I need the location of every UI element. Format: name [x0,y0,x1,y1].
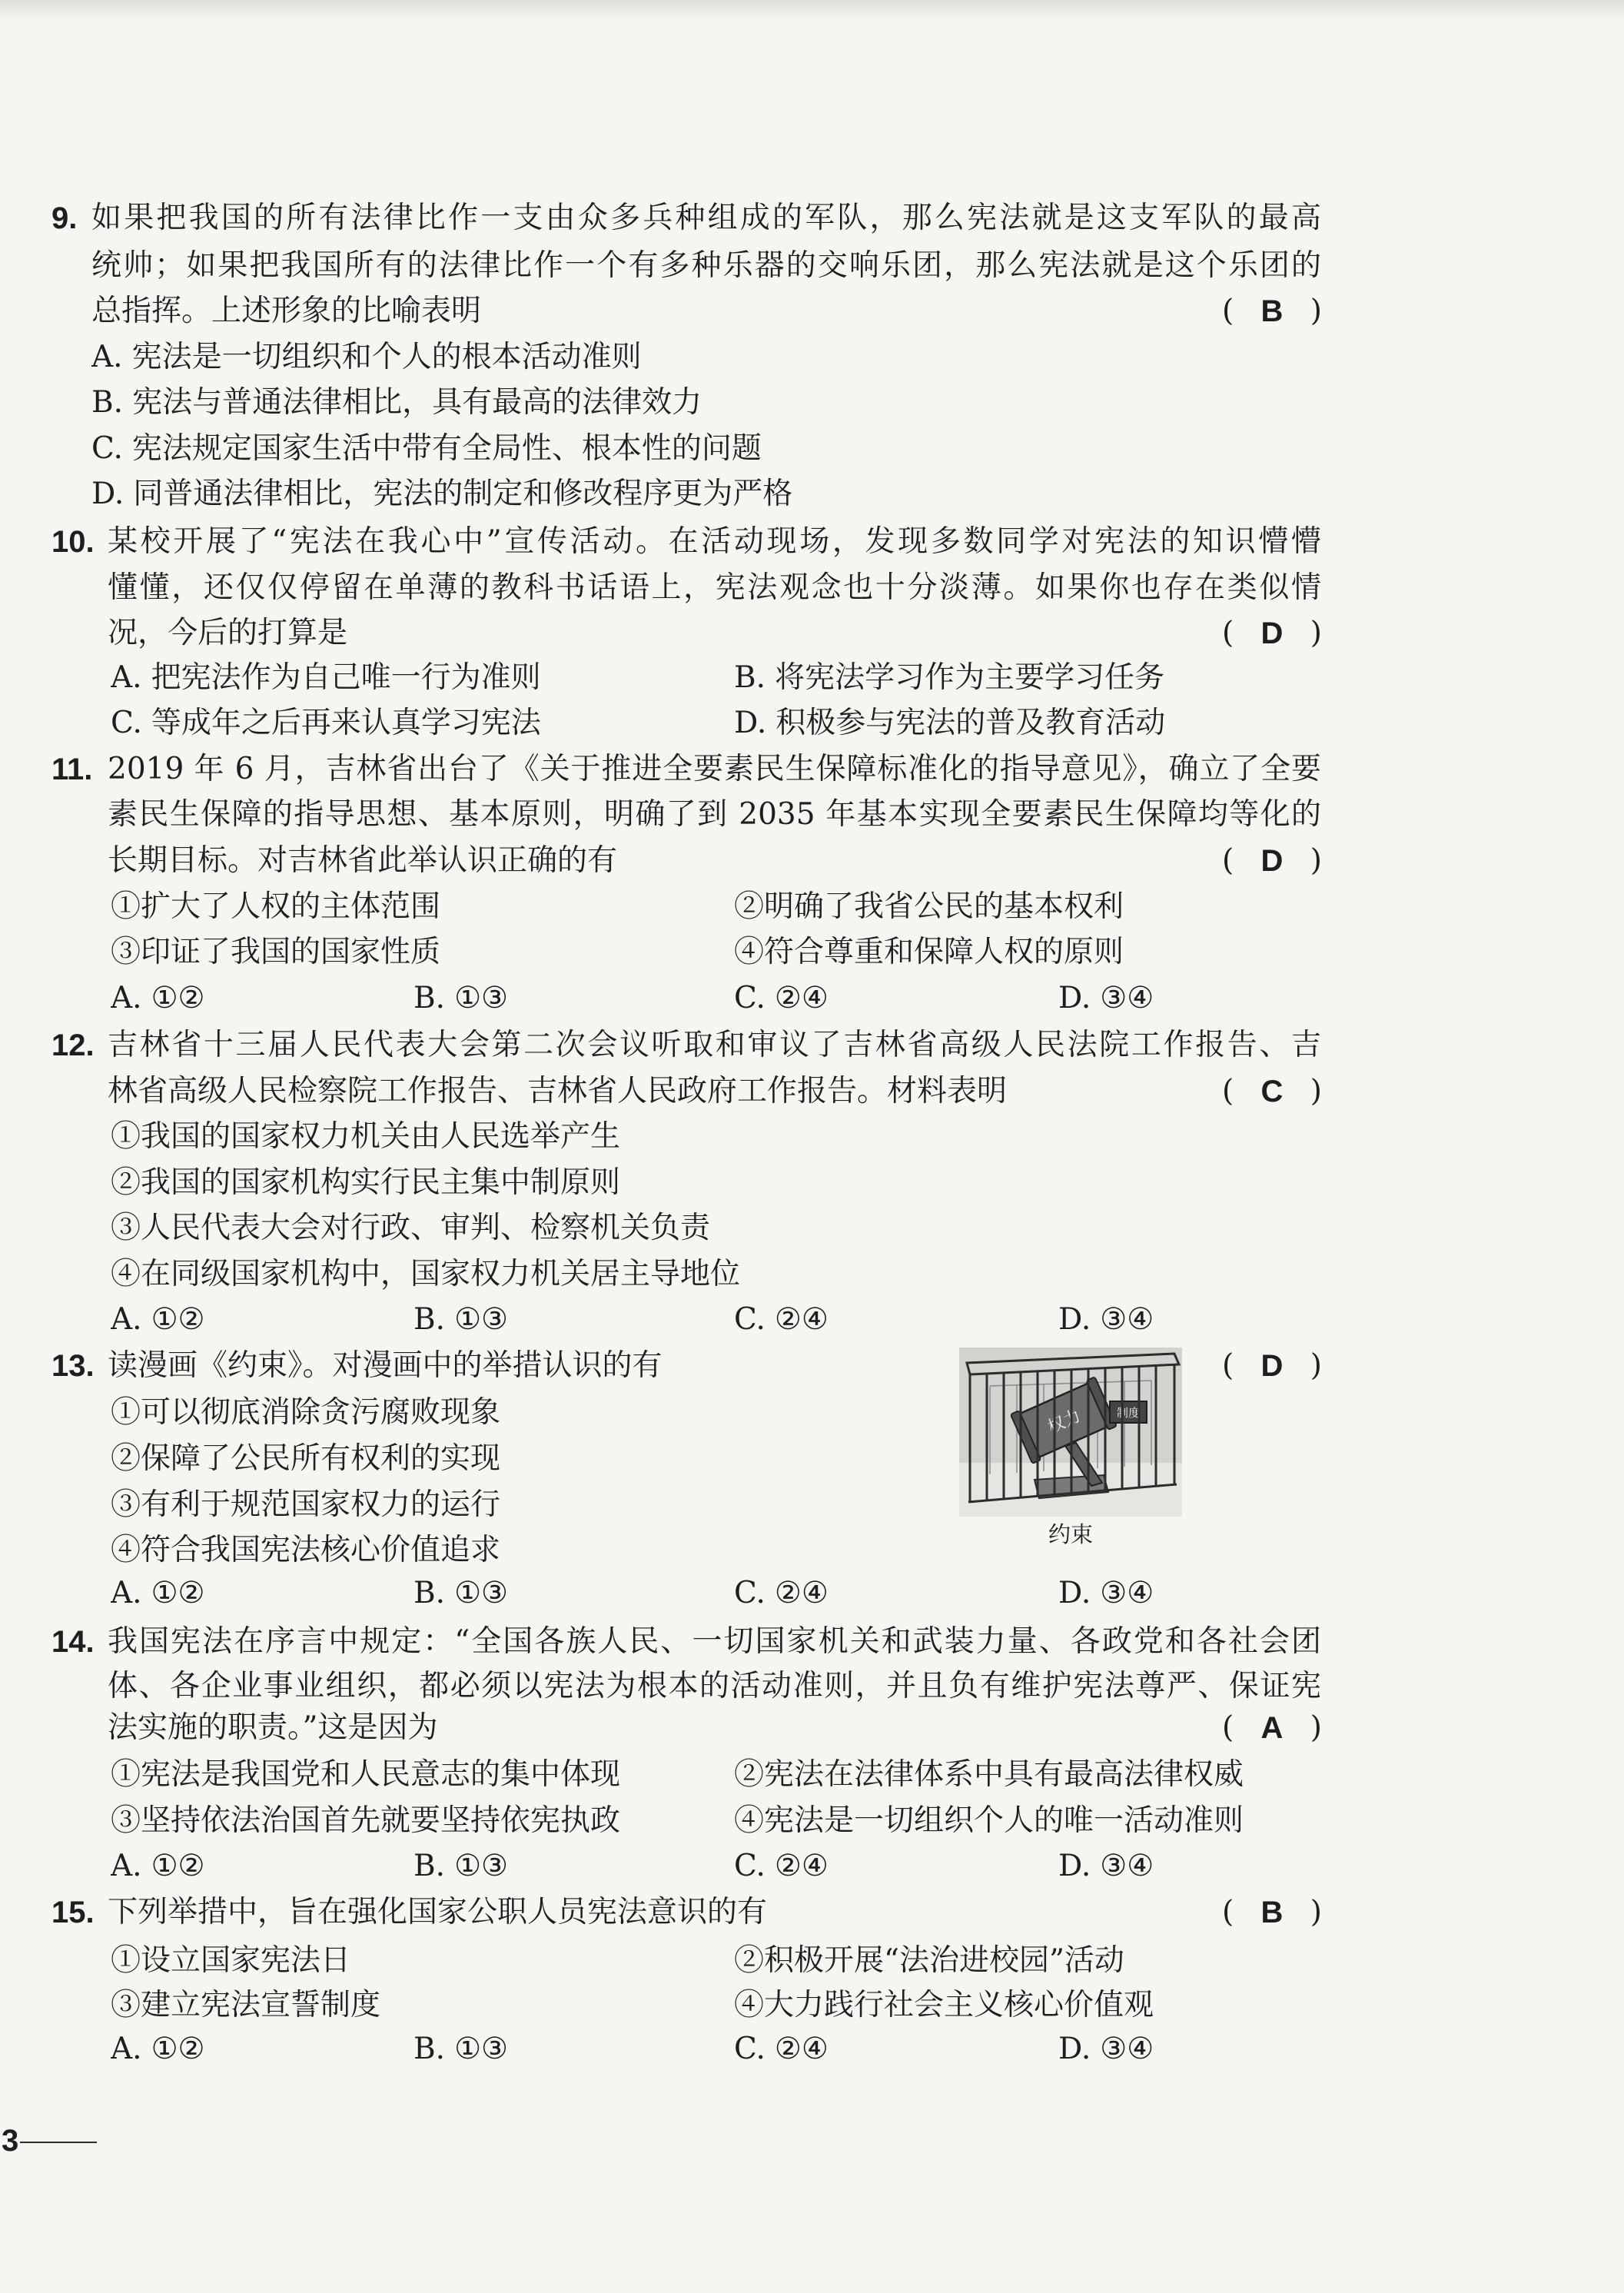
choice-label: A. [111,1302,142,1337]
choice-a [111,975,205,1022]
statement-text: 符合尊重和保障人权的原则 [764,935,1124,969]
statement-3 [111,1482,500,1528]
option-label: C. [111,706,142,740]
choice-text: ③④ [1100,2032,1154,2066]
option-label: A. [91,340,123,374]
choice-label: C. [734,2032,766,2066]
choice-c [734,1297,829,1343]
choice-b [413,975,508,1022]
choice-label: D. [1058,1576,1091,1610]
choice-label: A. [111,2032,142,2066]
statement-text: 宪法在法律体系中具有最高法律权威 [764,1757,1244,1792]
statement-2 [734,1752,1244,1798]
choice-d [1058,2026,1154,2072]
question-stem-line: 如果把我国的所有法律比作一支由众多兵种组成的军队，那么宪法就是这支军队的最高 [91,201,1321,235]
question-number: 9. [51,201,78,235]
cartoon-caption: 约束 [1048,1521,1093,1547]
choice-text: ①③ [454,1576,508,1610]
option-label: A. [111,660,142,695]
statement-label: ① [111,889,141,924]
statement-text: 扩大了人权的主体范围 [141,889,441,924]
choice-d [1058,1570,1154,1617]
statement-label: ② [734,1757,765,1792]
statement-text: 明确了我省公民的基本权利 [764,889,1124,924]
choice-text: ①② [151,1302,205,1337]
statement-4 [734,929,1124,975]
question-number: 15. [51,1896,95,1929]
option-text: 把宪法作为自己唯一行为准则 [151,660,541,695]
choice-text: ①③ [454,1302,508,1337]
option-text: 同普通法律相比，宪法的制定和修改程序更为严格 [133,477,793,511]
cartoon-image [959,1348,1182,1517]
statement-label: ② [734,1943,765,1978]
choice-label: D. [1058,981,1091,1015]
statement-1 [111,1114,620,1160]
choice-label: D. [1058,1849,1091,1883]
option-b [91,380,702,426]
statement-text: 宪法是我国党和人民意志的集中体现 [141,1757,621,1792]
statement-text: 符合我国宪法核心价值追求 [141,1533,501,1567]
statement-label: ① [111,1395,141,1430]
bracket-open: ( [1222,1710,1234,1745]
choice-label: C. [734,1576,766,1610]
answer-bracket [1222,1068,1322,1115]
statement-label: ① [111,1943,141,1978]
statement-label: ② [111,1441,141,1476]
sign [1110,1401,1147,1423]
answer-bracket [1222,610,1322,656]
choice-text: ①③ [454,1849,508,1883]
sign-label: 制度 [1116,1406,1141,1420]
bracket-close: ) [1310,294,1322,328]
statement-1 [111,884,440,930]
statement-2 [111,1160,620,1206]
answer-bracket [1222,288,1322,334]
statement-text: 在同级国家机构中，国家权力机关居主导地位 [141,1257,741,1291]
question-stem-line: 长期目标。对吉林省此举认识正确的有 [108,843,618,878]
choice-text: ③④ [1100,1302,1154,1337]
statement-label: ③ [111,1211,141,1245]
option-text: 宪法与普通法律相比，具有最高的法律效力 [132,385,702,420]
question-stem-line: 法实施的职责。”这是因为 [108,1710,438,1745]
choice-a [111,1297,205,1343]
choice-a [111,1843,205,1889]
answer-letter: D [1260,616,1284,650]
answer-letter: D [1260,1349,1284,1383]
answer-letter: C [1260,1075,1284,1108]
choice-a [111,2026,205,2072]
answer-letter: D [1260,844,1284,878]
question-stem-line: 2019 年 6 月，吉林省出台了《关于推进全要素民生保障标准化的指导意见》，确立了全要 [108,752,1321,786]
question-stem-line: 吉林省十三届人民代表大会第二次会议听取和审议了吉林省高级人民法院工作报告、吉 [108,1028,1321,1062]
statement-text: 积极开展“法治进校园”活动 [764,1943,1124,1978]
choice-label: B. [413,981,446,1015]
choice-label: B. [413,1576,446,1610]
statement-text: 大力践行社会主义核心价值观 [764,1988,1154,2022]
statement-1 [111,1390,500,1436]
choice-text: ②④ [774,1302,829,1337]
bracket-close: ) [1310,843,1322,878]
choice-d [1058,975,1154,1022]
page-number-rule [20,2142,97,2143]
statement-label: ② [111,1165,141,1200]
choice-label: A. [111,1849,142,1883]
option-text: 宪法是一切组织和个人的根本活动准则 [131,340,642,374]
question-number: 12. [51,1029,95,1062]
choice-text: ②④ [774,981,829,1015]
gavel-label: 权力 [1044,1406,1084,1438]
option-label: B. [734,660,766,695]
choice-label: A. [111,1576,142,1610]
statement-label: ④ [734,1803,765,1838]
bracket-open: ( [1222,1895,1234,1929]
statement-label: ③ [111,1487,141,1522]
scan-edge [0,0,1624,20]
option-label: B. [91,385,124,420]
choice-label: A. [111,981,142,1015]
statement-text: 坚持依法治国首先就要坚持依宪执政 [141,1803,621,1838]
choice-b [413,1843,508,1889]
question-stem-line: 我国宪法在序言中规定：“全国各族人民、一切国家机关和武装力量、各政党和各社会团 [108,1624,1321,1659]
statement-text: 建立宪法宣誓制度 [141,1988,381,2022]
choice-text: ①② [151,2032,205,2066]
option-label: D. [91,477,125,511]
choice-label: B. [413,1849,446,1883]
statement-label: ④ [111,1257,141,1291]
statement-3 [111,1205,710,1251]
option-text: 将宪法学习作为主要学习任务 [775,660,1165,695]
choice-c [734,1570,829,1617]
choice-c [734,975,829,1022]
question-stem-line: 体、各企业事业组织，都必须以宪法为根本的活动准则，并且负有维护宪法尊严、保证宪 [108,1669,1321,1703]
choice-text: ②④ [774,1576,829,1610]
bracket-open: ( [1222,616,1234,650]
statement-text: 保障了公民所有权利的实现 [141,1441,501,1476]
option-c [91,426,762,472]
statement-label: ④ [111,1533,141,1567]
question-stem-line: 统帅；如果把我国所有的法律比作一个有多种乐器的交响乐团，那么宪法就是这个乐团的 [91,248,1321,283]
option-d [734,700,1165,746]
answer-bracket [1222,1705,1322,1751]
statement-3 [111,1798,620,1844]
statement-1 [111,1938,350,1984]
statement-2 [111,1436,500,1482]
choice-c [734,2026,829,2072]
option-label: C. [91,431,123,466]
bracket-open: ( [1222,1348,1234,1383]
option-b [734,655,1164,701]
choice-text: ③④ [1100,1576,1154,1610]
statement-text: 宪法是一切组织个人的唯一活动准则 [764,1803,1244,1838]
bracket-open: ( [1222,843,1234,878]
answer-bracket [1222,1889,1322,1936]
question-stem-line: 况，今后的打算是 [108,616,348,650]
choice-text: ②④ [774,2032,829,2066]
statement-label: ③ [111,1803,141,1838]
option-label: D. [734,706,767,740]
choice-label: B. [413,1302,446,1337]
statement-text: 我国的国家机构实行民主集中制原则 [141,1165,621,1200]
bracket-close: ) [1310,1074,1322,1108]
question-stem-line: 读漫画《约束》。对漫画中的举措认识的有 [108,1348,663,1383]
question-stem-line: 某校开展了“宪法在我心中”宣传活动。在活动现场，发现多数同学对宪法的知识懵懵 [108,524,1321,559]
answer-letter: B [1260,294,1284,328]
choice-text: ①② [151,1849,205,1883]
statement-3 [111,1982,380,2029]
bracket-close: ) [1310,1895,1322,1929]
question-stem-line: 林省高级人民检察院工作报告、吉林省人民政府工作报告。材料表明 [108,1074,1008,1108]
question-stem-line: 素民生保障的指导思想、基本原则，明确了到 2035 年基本实现全要素民生保障均等化的 [108,797,1321,832]
choice-text: ①② [151,1576,205,1610]
bracket-open: ( [1222,1074,1234,1108]
choice-label: C. [734,1849,766,1883]
question-stem-line: 总指挥。上述形象的比喻表明 [91,294,482,328]
choice-d [1058,1843,1154,1889]
option-a [111,655,541,701]
question-stem-line: 下列举措中，旨在强化国家公职人员宪法意识的有 [108,1895,768,1929]
page-number: 3 [2,2124,19,2158]
statement-text: 设立国家宪法日 [141,1943,351,1978]
choice-text: ③④ [1100,1849,1154,1883]
statement-label: ④ [734,935,765,969]
choice-a [111,1570,205,1617]
statement-label: ① [111,1757,141,1792]
statement-4 [111,1251,740,1298]
question-stem-line: 懂懂，还仅仅停留在单薄的教科书话语上，宪法观念也十分淡薄。如果你也存在类似情 [108,570,1321,605]
bracket-open: ( [1222,294,1234,328]
bracket-close: ) [1310,1710,1322,1745]
statement-label: ② [734,889,765,924]
choice-text: ①② [151,981,205,1015]
statement-2 [734,884,1124,930]
choice-text: ①③ [454,2032,508,2066]
choice-d [1058,1297,1154,1343]
choice-label: B. [413,2032,446,2066]
option-c [111,700,541,746]
question-number: 14. [51,1625,95,1659]
bracket-close: ) [1310,616,1322,650]
choice-label: C. [734,981,766,1015]
choice-c [734,1843,829,1889]
bracket-close: ) [1310,1348,1322,1383]
choice-label: D. [1058,1302,1091,1337]
option-a [91,334,642,381]
statement-4 [734,1982,1154,2029]
statement-text: 我国的国家权力机关由人民选举产生 [141,1119,621,1154]
answer-letter: A [1260,1711,1284,1745]
statement-text: 有利于规范国家权力的运行 [141,1487,501,1522]
choice-b [413,2026,508,2072]
choice-text: ③④ [1100,981,1154,1015]
statement-text: 印证了我国的国家性质 [141,935,441,969]
choice-text: ①③ [454,981,508,1015]
question-number: 10. [51,525,95,559]
statement-2 [734,1938,1124,1984]
statement-3 [111,929,440,975]
question-number: 11. [51,753,93,786]
statement-label: ③ [111,935,141,969]
statement-label: ④ [734,1988,765,2022]
option-text: 等成年之后再来认真学习宪法 [151,706,541,740]
option-text: 宪法规定国家生活中带有全局性、根本性的问题 [131,431,762,466]
choice-text: ②④ [774,1849,829,1883]
answer-bracket [1222,1343,1322,1389]
choice-b [413,1570,508,1617]
statement-4 [734,1798,1244,1844]
statement-text: 可以彻底消除贪污腐败现象 [141,1395,501,1430]
choice-label: D. [1058,2032,1091,2066]
statement-label: ③ [111,1988,141,2022]
option-d [91,471,792,517]
choice-label: C. [734,1302,766,1337]
answer-letter: B [1260,1896,1284,1929]
statement-text: 人民代表大会对行政、审判、检察机关负责 [141,1211,711,1245]
option-text: 积极参与宪法的普及教育活动 [775,706,1166,740]
question-number: 13. [51,1349,95,1383]
statement-1 [111,1752,620,1798]
statement-label: ① [111,1119,141,1154]
statement-4 [111,1527,500,1574]
answer-bracket [1222,838,1322,884]
choice-b [413,1297,508,1343]
